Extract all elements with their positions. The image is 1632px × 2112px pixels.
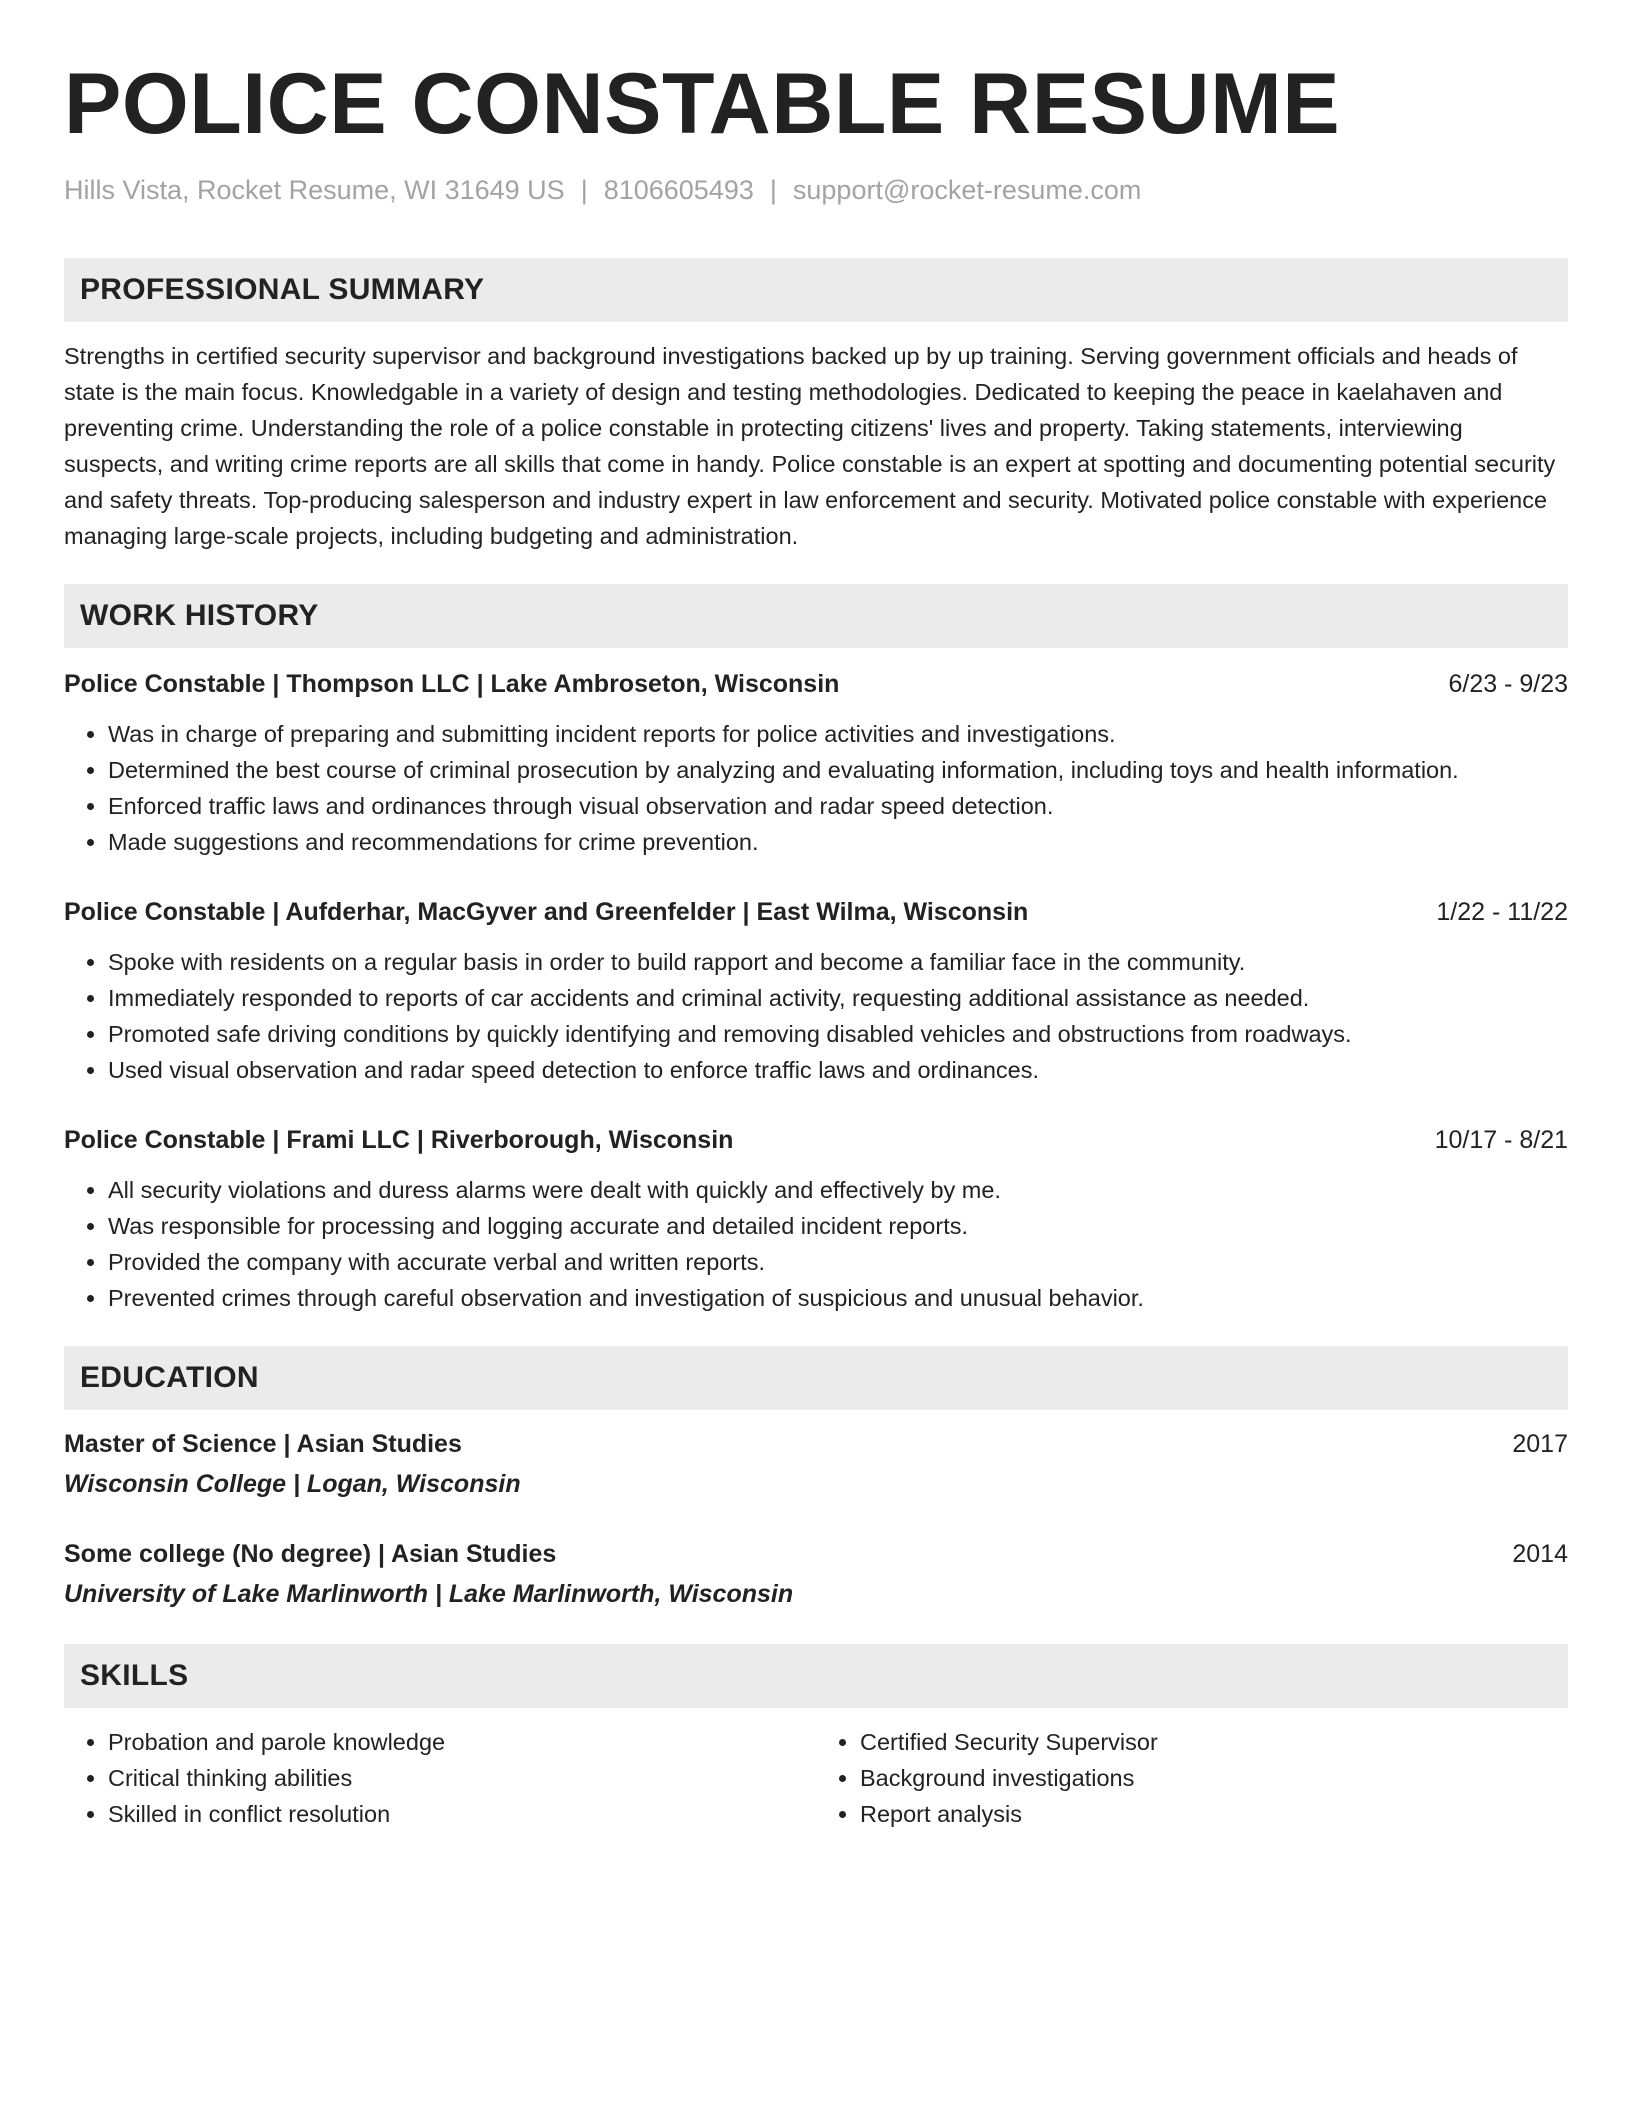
skills-column-right [816, 1724, 1568, 1832]
contact-email: support@rocket-resume.com [792, 175, 1142, 205]
job-bullet: • Provided the company with accurate verbal and written reports. [108, 1244, 1568, 1280]
education-degree: Some college (No degree) | Asian Studies [64, 1540, 557, 1568]
section-heading-skills: SKILLS [64, 1644, 1568, 1708]
contact-separator: | [580, 175, 588, 205]
job-dates: 1/22 - 11/22 [1436, 898, 1568, 926]
skills-column-left [64, 1724, 816, 1832]
education-school: Wisconsin College | Logan, Wisconsin [64, 1470, 521, 1498]
job-title: Police Constable | Aufderhar, MacGyver and Greenfelder | East Wilma, Wisconsin [64, 898, 1029, 926]
resume-title: POLICE CONSTABLE RESUME [64, 56, 1341, 152]
job-header [64, 666, 1568, 702]
job-header [64, 1122, 1568, 1158]
section-heading-education: EDUCATION [64, 1346, 1568, 1410]
section-heading-work-history: WORK HISTORY [64, 584, 1568, 648]
skill-item: • Report analysis [860, 1796, 1568, 1832]
skill-item: • Critical thinking abilities [108, 1760, 816, 1796]
job-title: Police Constable | Frami LLC | Riverborough, Wisconsin [64, 1126, 734, 1154]
job-bullet: • Immediately responded to reports of car accidents and criminal activity, requesting additional assistance as needed. [108, 980, 1568, 1016]
education-school: University of Lake Marlinworth | Lake Marlinworth, Wisconsin [64, 1580, 794, 1608]
contact-phone: 8106605493 [603, 175, 754, 205]
summary-text: Strengths in certified security supervisor and background investigations backed up by up training. Serving government officials and heads of state is the main focus. Knowledgable in a variety of design and testing methodologies. Dedicated to keeping the peace in kaelahaven and preventing crime. Understanding the role of a police constable in protecting citizens' lives and property. Taking statements, interviewing suspects, and writing crime reports are all skills that come in handy. Police constable is an expert at spotting and documenting potential security and safety threats. Top-producing salesperson and industry expert in law enforcement and security. Motivated police constable with experience managing large-scale projects, including budgeting and administration. [64, 343, 1556, 549]
skill-item: • Probation and parole knowledge [108, 1724, 816, 1760]
education-year: 2014 [1512, 1540, 1568, 1568]
job-title: Police Constable | Thompson LLC | Lake Ambroseton, Wisconsin [64, 670, 840, 698]
job-entry [64, 666, 1568, 860]
section-heading-summary: PROFESSIONAL SUMMARY [64, 258, 1568, 322]
education-degree: Master of Science | Asian Studies [64, 1430, 462, 1458]
job-bullet: • All security violations and duress alarms were dealt with quickly and effectively by me. [108, 1172, 1568, 1208]
job-bullet: • Promoted safe driving conditions by quickly identifying and removing disabled vehicles and obstructions from roadways. [108, 1016, 1568, 1052]
skill-item: • Background investigations [860, 1760, 1568, 1796]
job-bullet: • Made suggestions and recommendations for crime prevention. [108, 824, 1568, 860]
skill-item: • Certified Security Supervisor [860, 1724, 1568, 1760]
contact-separator: | [769, 175, 777, 205]
job-bullet: • Was responsible for processing and logging accurate and detailed incident reports. [108, 1208, 1568, 1244]
education-header [64, 1426, 1568, 1462]
education-header [64, 1536, 1568, 1572]
job-entry [64, 894, 1568, 1088]
job-bullet: • Prevented crimes through careful observation and investigation of suspicious and unusual behavior. [108, 1280, 1568, 1316]
job-bullets [64, 944, 1568, 1088]
job-bullet: • Spoke with residents on a regular basis in order to build rapport and become a familiar face in the community. [108, 944, 1568, 980]
job-bullets [64, 1172, 1568, 1316]
job-entry [64, 1122, 1568, 1316]
skills-list [64, 1724, 1568, 1832]
job-bullet: • Determined the best course of criminal prosecution by analyzing and evaluating information, including toys and health information. [108, 752, 1568, 788]
job-bullet: • Used visual observation and radar speed detection to enforce traffic laws and ordinances. [108, 1052, 1568, 1088]
job-dates: 10/17 - 8/21 [1434, 1126, 1568, 1154]
job-bullet: • Enforced traffic laws and ordinances through visual observation and radar speed detection. [108, 788, 1568, 824]
skill-item: • Skilled in conflict resolution [108, 1796, 816, 1832]
education-year: 2017 [1512, 1430, 1568, 1458]
contact-address: Hills Vista, Rocket Resume, WI 31649 US [64, 175, 565, 205]
job-bullets [64, 716, 1568, 860]
job-dates: 6/23 - 9/23 [1448, 670, 1568, 698]
education-entry [64, 1536, 1568, 1612]
job-header [64, 894, 1568, 930]
education-entry [64, 1426, 1568, 1502]
job-bullet: • Was in charge of preparing and submitting incident reports for police activities and investigations. [108, 716, 1568, 752]
contact-line [64, 172, 1568, 208]
